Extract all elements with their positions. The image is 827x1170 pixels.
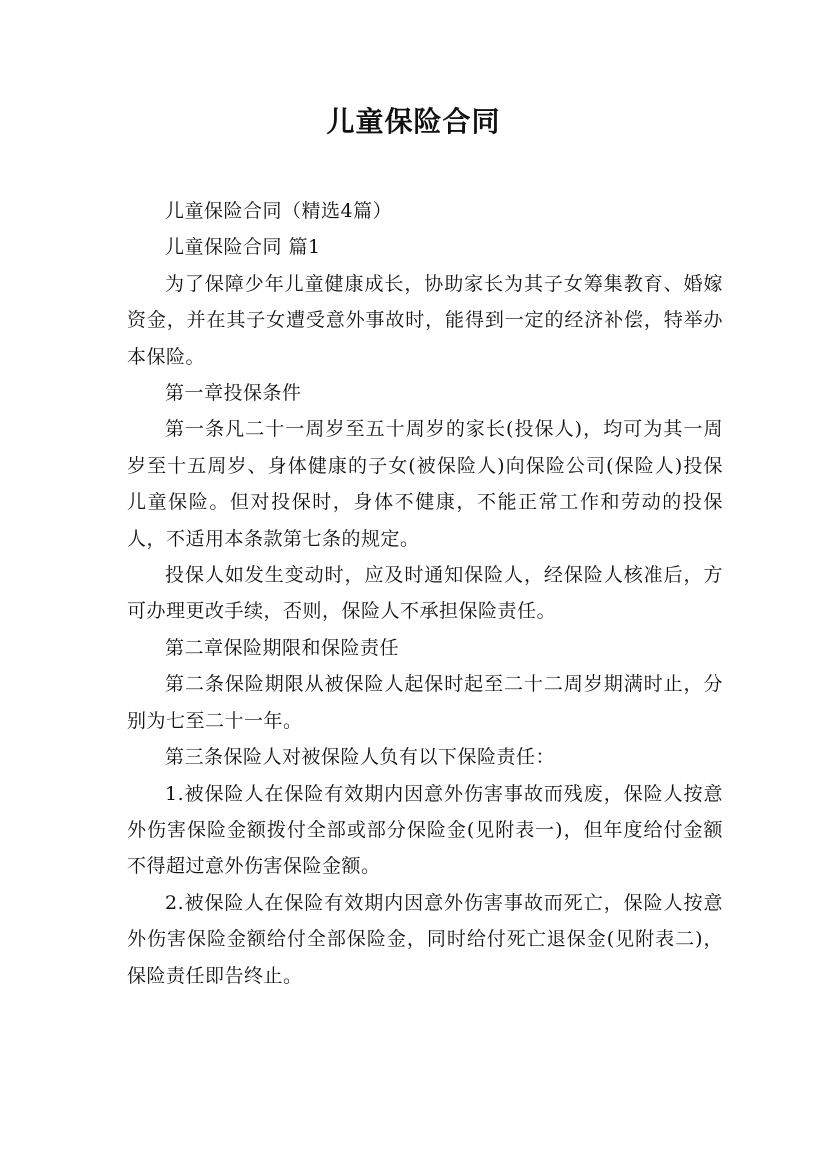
chapter-heading: 第一章投保条件: [165, 382, 302, 405]
paragraph: 第一条凡二十一周岁至五十周岁的家长(投保人)，均可为其一周岁至十五周岁、身体健康的子女(被保险人)向保险公司(保险人)投保儿童保险。但对投保时，身体不健康，不能正常工作和劳动的投保人，不适用本条款第七条的规定。: [127, 418, 723, 550]
paragraph: 投保人如发生变动时，应及时通知保险人，经保险人核准后，方可办理更改手续，否则，保险人不承担保险责任。: [127, 564, 723, 623]
list-item: 2.被保险人在保险有效期内因意外伤害事故而死亡，保险人按意外伤害保险金额给付全部保险金，同时给付死亡退保金(见附表二)，保险责任即告终止。: [127, 891, 723, 987]
paragraph: 第三条保险人对被保险人负有以下保险责任：: [165, 746, 556, 769]
document-title: 儿童保险合同: [326, 105, 501, 138]
paragraph-section-heading: 儿童保险合同 篇1: [165, 236, 321, 259]
paragraph-subtitle: 儿童保险合同（精选4篇）: [165, 200, 393, 222]
paragraph: 第二条保险期限从被保险人起保时起至二十二周岁期满时止，分别为七至二十一年。: [127, 673, 723, 732]
list-item: 1.被保险人在保险有效期内因意外伤害事故而残废，保险人按意外伤害保险金额拨付全部或部分保险金(见附表一)，但年度给付金额不得超过意外伤害保险金额。: [127, 782, 723, 878]
chapter-heading: 第二章保险期限和保险责任: [165, 636, 400, 659]
document-body: [127, 193, 723, 994]
paragraph: 为了保障少年儿童健康成长，协助家长为其子女筹集教育、婚嫁资金，并在其子女遭受意外事故时，能得到一定的经济补偿，特举办本保险。: [127, 272, 723, 368]
